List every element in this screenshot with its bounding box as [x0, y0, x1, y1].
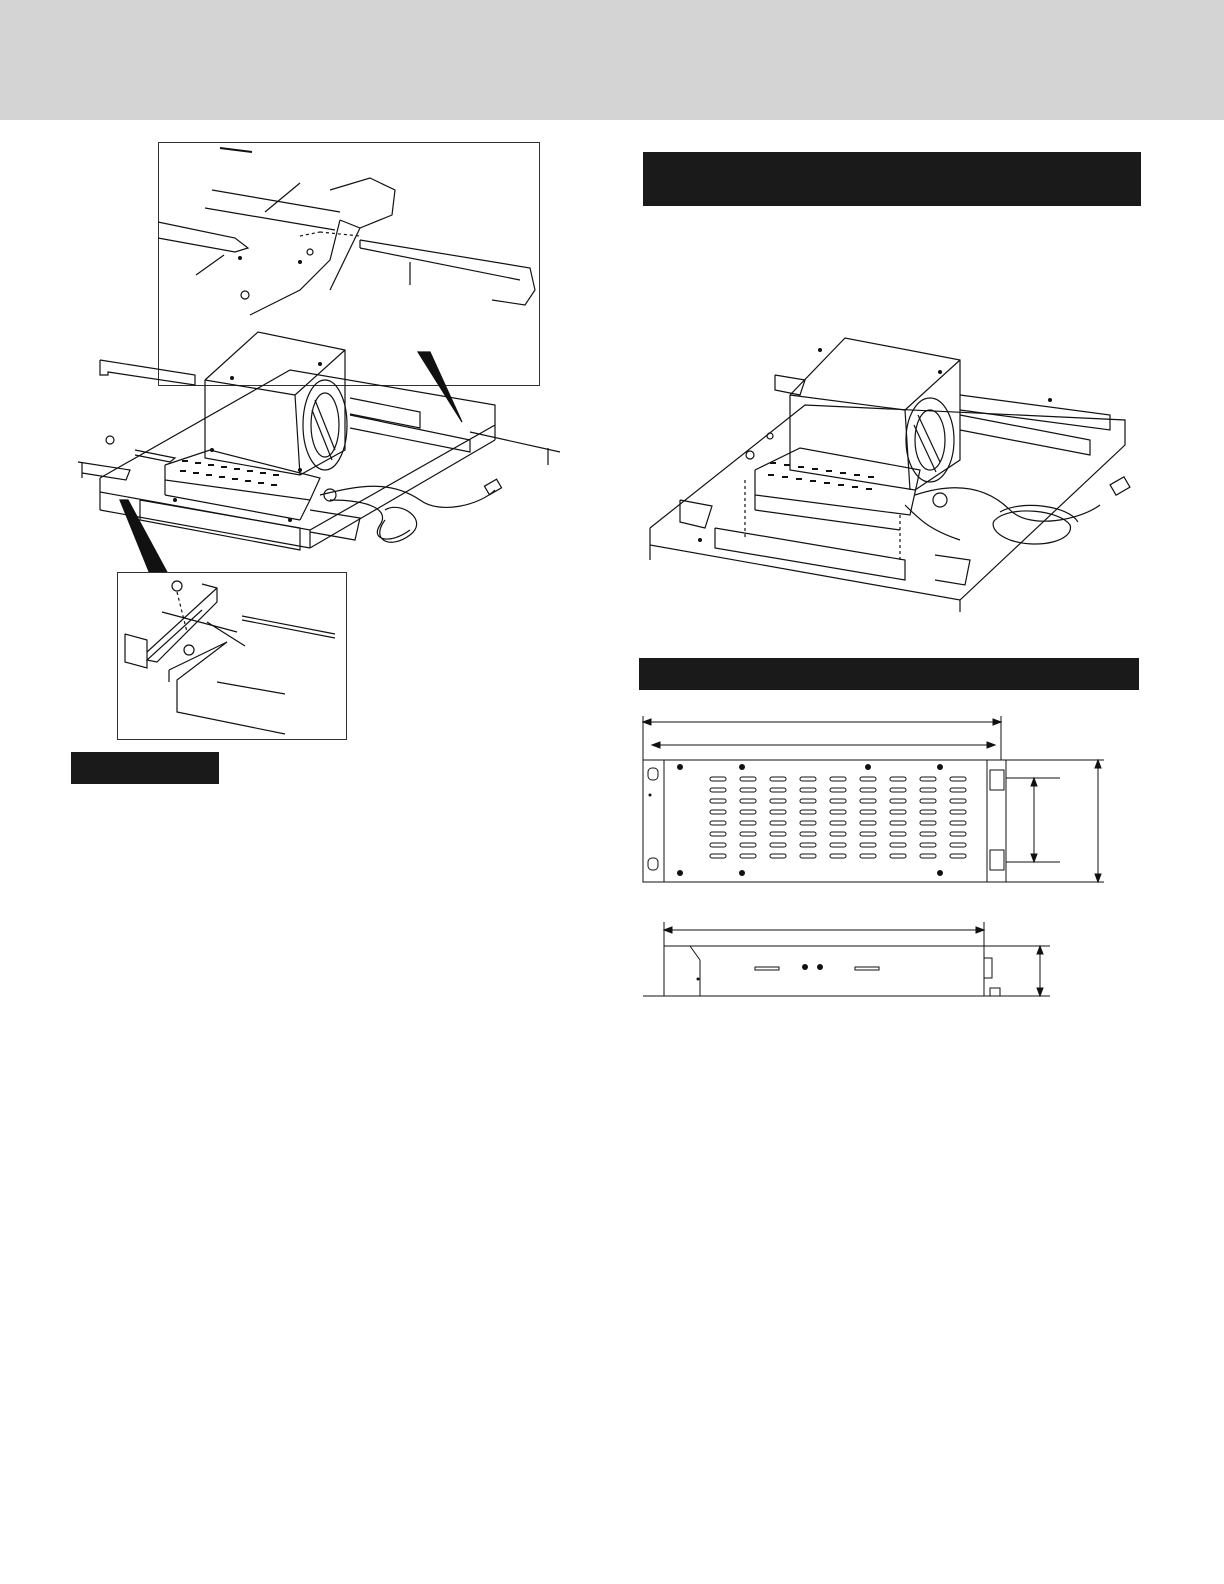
assembled-insert-illustration [640, 330, 1160, 610]
side-view-dimension-drawing [636, 918, 1056, 1002]
top-view-dimension-drawing [636, 712, 1116, 892]
bracket-detail-illustration [117, 572, 345, 738]
left-section-bar [71, 752, 219, 784]
page-header-band [0, 0, 1224, 120]
dimensions-section-bar [639, 658, 1139, 690]
right-section-header-bar [643, 152, 1141, 206]
